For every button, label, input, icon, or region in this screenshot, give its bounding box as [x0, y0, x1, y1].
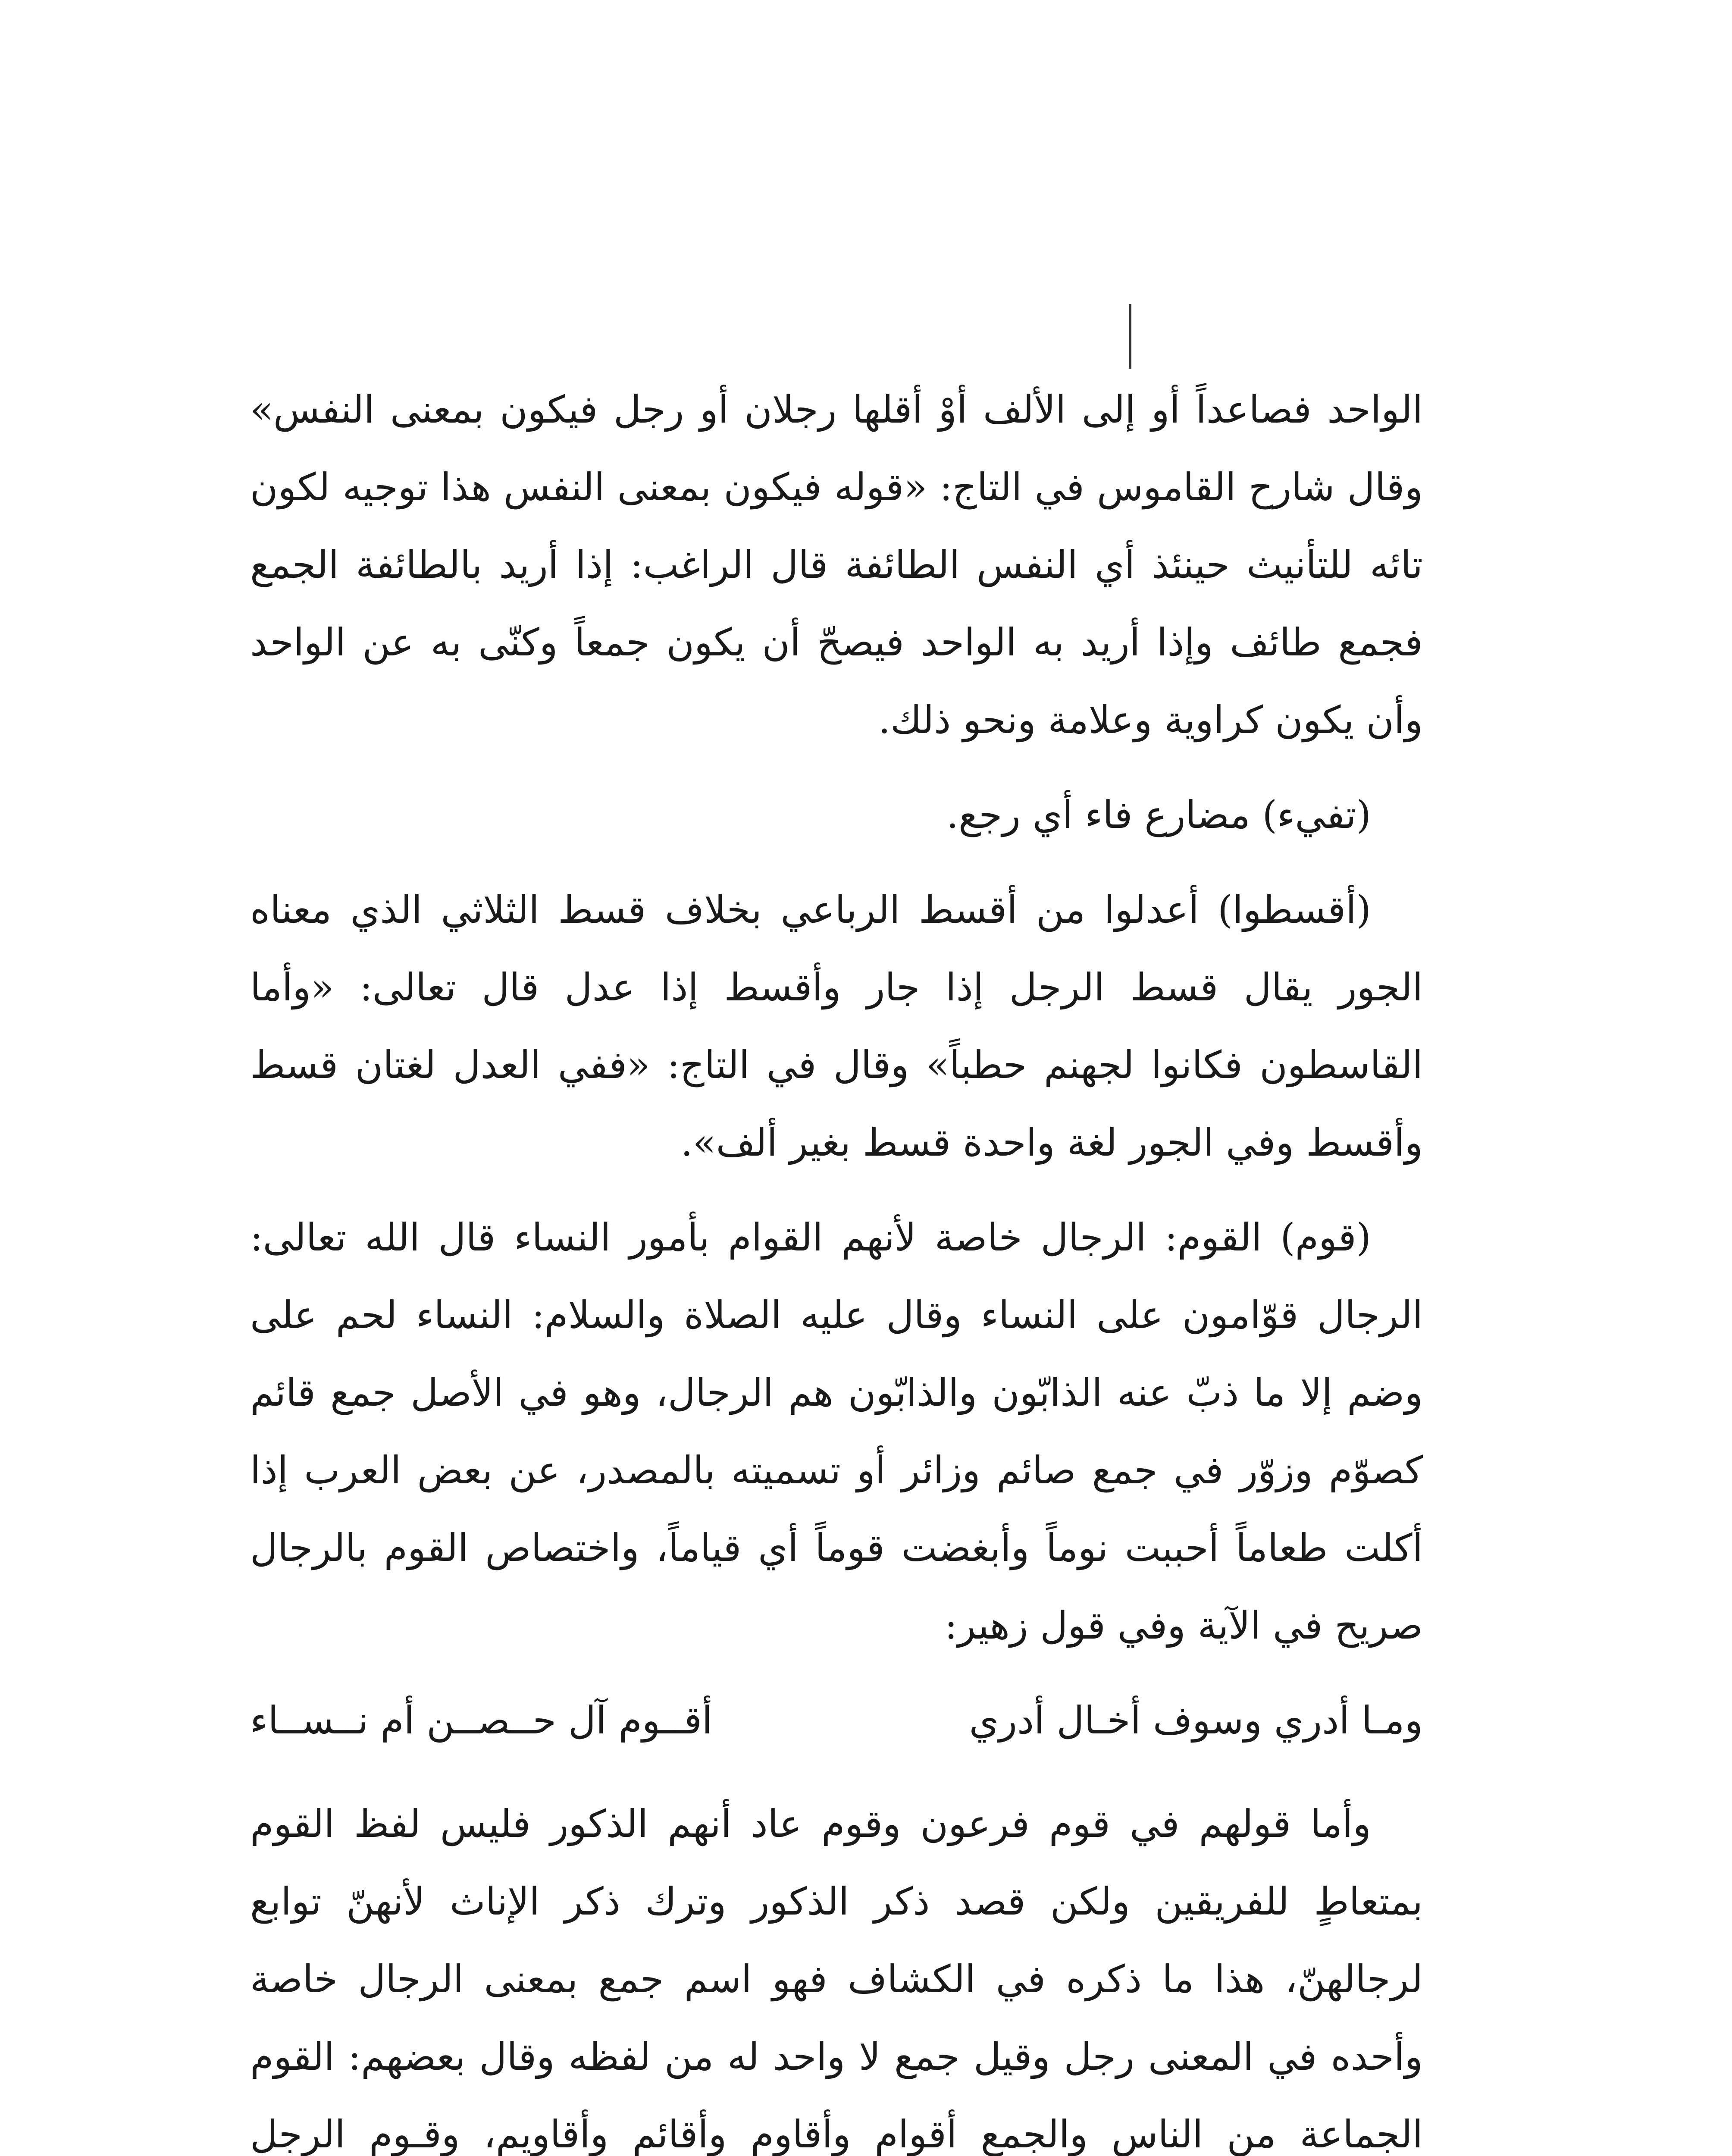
top-rule-mark [1129, 304, 1131, 369]
paragraph: الواحد فصاعداً أو إلى الألف أوْ أقلها رجلان أو رجل فيكون بمعنى النفس» وقال شارح القاموس في التاج: «قوله فيكون بمعنى النفس هذا توجيه لكون تائه للتأنيث حينئذ أي النفس الطائفة قال الراغب: إذا أريد بالطائفة الجمع فجمع طائف وإذا أريد به الواحد فيصحّ أن يكون جمعاً وكنّى به عن الواحد وأن يكون كراوية وعلامة ونحو ذلك. [250, 387, 1423, 742]
main-text [250, 371, 1423, 2156]
paragraph: وأما قولهم في قوم فرعون وقوم عاد أنهم الذكور فليس لفظ القوم بمتعاطٍ للفريقين ولكن قصد ذكر الذكور وترك ذكر الإناث لأنهنّ توابع لرجالهنّ، هذا ما ذكره في الكشاف فهو اسم جمع بمعنى الرجال خاصة وأحده في المعنى رجل وقيل جمع لا واحد له من لفظه وقال بعضهم: القوم الجماعة من الناس والجمع أقوام وأقاوم وأقائم وأقاويم، وقـوم الرجل [250, 1802, 1423, 2156]
verse-second-hemistich: أقــوم آل حــصــن أم نــســاء [250, 1698, 713, 1742]
poetry-verse [250, 1682, 1423, 1759]
paragraph: (أقسطوا) أعدلوا من أقسط الرباعي بخلاف قسط الثلاثي الذي معناه الجور يقال قسط الرجل إذا جار وأقسط إذا عدل قال تعالى: «وأما القاسطون فكانوا لجهنم حطباً» وقال في التاج: «ففي العدل لغتان قسط وأقسط وفي الجور لغة واحدة قسط بغير ألف». [250, 887, 1423, 1165]
verse-first-hemistich: ومـا أدري وسوف أخـال أدري [969, 1698, 1423, 1742]
paragraph: (تفيء) مضارع فاء أي رجع. [946, 793, 1371, 837]
paragraph: (قوم) القوم: الرجال خاصة لأنهم القوام بأمور النساء قال الله تعالى: الرجال قوّامون على النساء وقال عليه الصلاة والسلام: النساء لحم على وضم إلا ما ذبّ عنه الذابّون والذابّون هم الرجال، وهو في الأصل جمع قائم كصوّم وزوّر في جمع صائم وزائر أو تسميته بالمصدر، عن بعض العرب إذا أكلت طعاماً أحببت نوماً وأبغضت قوماً أي قياماً، واختصاص القوم بالرجال صريح في الآية وفي قول زهير: [250, 1215, 1423, 1648]
